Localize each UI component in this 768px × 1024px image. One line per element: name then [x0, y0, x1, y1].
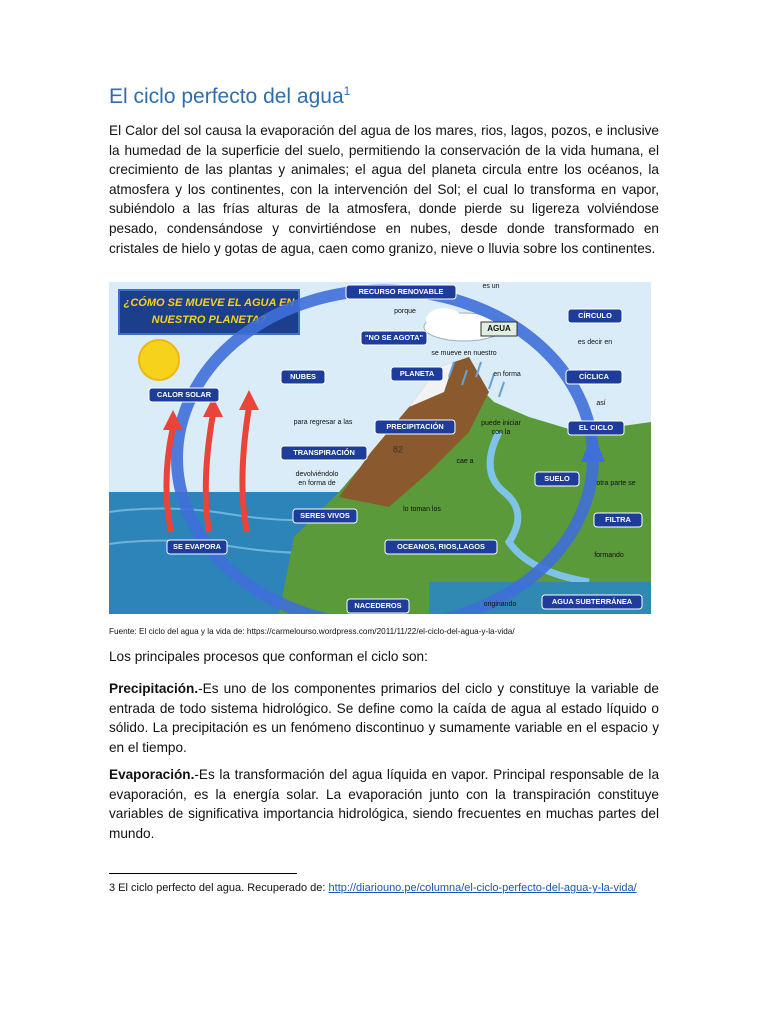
- footnote-text: 3 El ciclo perfecto del agua. Recuperado de:: [109, 882, 329, 894]
- svg-text:AGUA SUBTERRÁNEA: AGUA SUBTERRÁNEA: [551, 596, 633, 606]
- definition-precipitacion: -Es uno de los componentes primarios del ciclo y constituye la variable de entrada de todo sistema hidrológico. Se define como la caída de agua al estado líquido o sólido. La precipitación es un fenómeno discontinuo y sumamente variable en el espacio y en el tiempo.: [109, 681, 659, 755]
- box-nacederos: [347, 599, 409, 613]
- svg-text:NACEDEROS: NACEDEROS: [354, 600, 402, 610]
- svg-text:PRECIPITACIÓN: PRECIPITACIÓN: [386, 421, 444, 431]
- svg-text:FILTRA: FILTRA: [605, 514, 631, 524]
- connector-es-decir-en: es decir en: [577, 338, 613, 346]
- svg-text:PLANETA: PLANETA: [399, 368, 435, 378]
- box-nubes: [281, 370, 325, 384]
- water-cycle-illustration: [109, 282, 651, 614]
- box-suelo: [535, 472, 579, 486]
- svg-text:RECURSO RENOVABLE: RECURSO RENOVABLE: [358, 286, 444, 296]
- definition-evaporacion: -Es la transformación del agua líquida en vapor. Principal responsable de la evaporación, es la energía solar. La evaporación junto con la transpiración constituye variables de significativa importancia hidrológica, siendo frecuentes en muchas partes del mundo.: [109, 767, 659, 841]
- process-precipitacion: [109, 679, 659, 757]
- box-agua: [481, 322, 517, 336]
- box-seres-vivos: [293, 509, 357, 523]
- cloud-icon: [426, 308, 462, 332]
- year-label: 82: [393, 444, 404, 455]
- connector-devolviendolo: devolviéndolo: [295, 470, 339, 478]
- svg-text:TRANSPIRACIÓN: TRANSPIRACIÓN: [293, 447, 355, 457]
- box-transpiracion: [281, 446, 367, 460]
- connector-es-un: es un: [482, 282, 500, 290]
- connector-otra-parte-se: otra parte se: [596, 479, 636, 487]
- svg-text:"NO SE AGOTA": "NO SE AGOTA": [365, 332, 423, 342]
- box-agua-subterranea: [542, 595, 642, 609]
- banner-line-2: NUESTRO PLANETA?: [151, 314, 267, 326]
- box-se-evapora: [167, 540, 227, 554]
- connector-asi: así: [596, 399, 606, 407]
- box-precipitacion: [375, 420, 455, 434]
- water-cycle-diagram: [109, 282, 651, 614]
- connector-se-mueve: se mueve en nuestro: [431, 349, 497, 357]
- svg-text:SUELO: SUELO: [544, 473, 570, 483]
- connector-en-forma: en forma: [493, 370, 521, 378]
- box-ciclica: [566, 370, 622, 384]
- box-recurso-renovable: [346, 285, 456, 299]
- box-oceanos: [385, 540, 497, 554]
- connector-originando: originando: [483, 600, 517, 608]
- footnote: [109, 880, 669, 896]
- term-evaporacion: Evaporación.: [109, 767, 195, 782]
- title-footnote-mark: 1: [343, 84, 351, 98]
- connector-en-forma-de: en forma de: [298, 479, 336, 487]
- svg-text:NUBES: NUBES: [290, 371, 316, 381]
- footnote-divider: [109, 873, 297, 874]
- connector-lo-toman-los: lo toman los: [403, 505, 441, 513]
- connector-puede-iniciar: puede iniciar: [481, 419, 521, 427]
- footnote-link[interactable]: http://diariouno.pe/columna/el-ciclo-perfecto-del-agua-y-la-vida/: [328, 882, 637, 894]
- connector-porque: porque: [394, 307, 416, 315]
- box-no-se-agota: [361, 331, 427, 345]
- box-el-ciclo: [568, 421, 624, 435]
- svg-text:SE EVAPORA: SE EVAPORA: [173, 541, 221, 551]
- svg-text:CÍCLICA: CÍCLICA: [579, 371, 609, 381]
- figure-source: Fuente: El ciclo del agua y la vida de: https://carmelourso.wordpress.com/2011/11/22/el-ciclo-del-agua-y-la-vida/: [109, 627, 515, 636]
- connector-cae-a: cae a: [456, 457, 474, 465]
- banner-line-1: ¿CÓMO SE MUEVE EL AGUA EN: [123, 297, 295, 309]
- svg-text:SERES VIVOS: SERES VIVOS: [300, 510, 350, 520]
- processes-intro: Los principales procesos que conforman el ciclo son:: [109, 649, 428, 664]
- connector-para-regresar: para regresar a las: [293, 418, 353, 426]
- box-planeta: [391, 367, 443, 381]
- svg-text:OCEANOS, RIOS,LAGOS: OCEANOS, RIOS,LAGOS: [397, 541, 485, 551]
- svg-text:CALOR SOLAR: CALOR SOLAR: [156, 389, 212, 399]
- process-evaporacion: [109, 765, 659, 843]
- svg-text:CÍRCULO: CÍRCULO: [578, 310, 612, 320]
- connector-con-la: con la: [491, 428, 511, 436]
- term-precipitacion: Precipitación.: [109, 681, 199, 696]
- box-calor-solar: [149, 388, 219, 402]
- page-title: El ciclo perfecto del agua$^1$: [109, 84, 351, 108]
- box-circulo: [568, 309, 622, 323]
- svg-text:EL CICLO: EL CICLO: [578, 422, 614, 432]
- sun-icon: [139, 340, 179, 380]
- svg-text:AGUA: AGUA: [487, 324, 511, 334]
- intro-paragraph: El Calor del sol causa la evaporación del agua de los mares, rios, lagos, pozos, e inclusive la humedad de la superficie del suelo, permitiendo la conservación de la vida humana, el crecimiento de las plantas y animales; el agua del planeta circula entre los océanos, la atmosfera y los continentes, con la intervención del Sol; el cual lo transforma en vapor, subiéndolo a las frías alturas de la atmosfera, donde pierde su ligereza volviéndose pesado, condensándose y convirtiéndose en nubes, desde donde transformado en cristales de hielo y gotas de agua, caen como granizo, nieve o lluvia sobre los continentes.: [109, 123, 659, 256]
- box-filtra: [594, 513, 642, 527]
- connector-formando: formando: [594, 551, 624, 559]
